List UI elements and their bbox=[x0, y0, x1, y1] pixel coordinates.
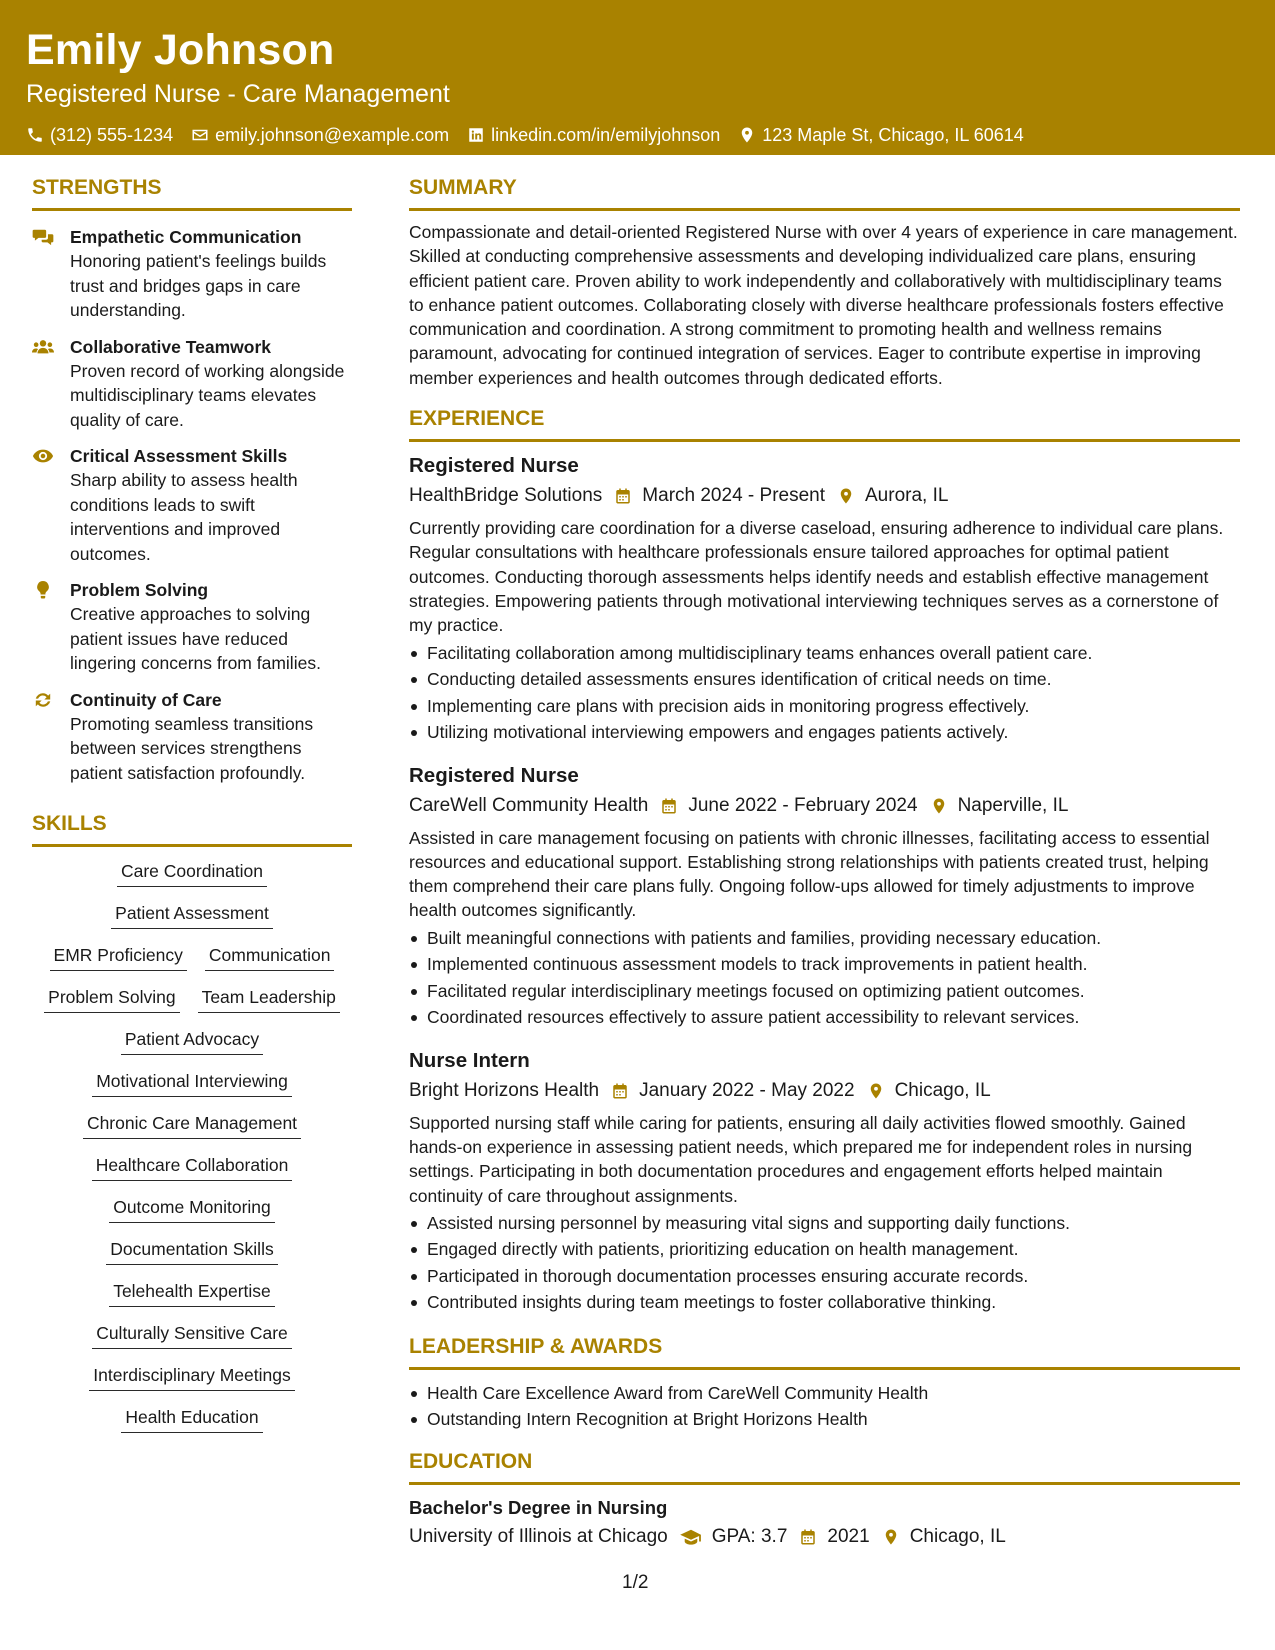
comments-icon bbox=[32, 225, 70, 323]
job-meta bbox=[409, 482, 1240, 510]
bullet-item: Implemented continuous assessment models to track improvements in patient health. bbox=[409, 951, 1240, 978]
skill-tag: Chronic Care Management bbox=[83, 1111, 301, 1139]
strengths-heading: STRENGTHS bbox=[32, 175, 352, 211]
map-pin-icon bbox=[738, 126, 756, 144]
graduation-cap-icon bbox=[680, 1528, 702, 1546]
map-pin-icon bbox=[837, 487, 855, 505]
bullet-item: Assisted nursing personnel by measuring vital signs and supporting daily functions. bbox=[409, 1210, 1240, 1237]
bullet-item: Facilitated regular interdisciplinary meetings focused on optimizing patient outcomes. bbox=[409, 978, 1240, 1005]
education-meta bbox=[409, 1523, 1240, 1551]
bullet-item: Implementing care plans with precision aids in monitoring progress effectively. bbox=[409, 693, 1240, 720]
contact-email-text: emily.johnson@example.com bbox=[215, 125, 450, 145]
bullet-item: Utilizing motivational interviewing empowers and engages patients actively. bbox=[409, 719, 1240, 746]
job-entry bbox=[409, 1047, 1240, 1316]
resume-header bbox=[0, 0, 1275, 155]
sync-icon bbox=[32, 688, 70, 786]
strength-desc: Promoting seamless transitions between services strengthens patient satisfaction profoundly. bbox=[70, 713, 314, 783]
bullet-item: Facilitating collaboration among multidisciplinary teams enhances overall patient care. bbox=[409, 640, 1240, 667]
strength-desc: Honoring patient's feelings builds trust and bridges gaps in care understanding. bbox=[70, 251, 327, 320]
education-year: 2021 bbox=[827, 1525, 870, 1547]
education-heading: EDUCATION bbox=[409, 1449, 1240, 1485]
phone-icon bbox=[26, 126, 44, 144]
award-item: Health Care Excellence Award from CareWell Community Health bbox=[409, 1380, 1240, 1407]
envelope-icon bbox=[191, 126, 209, 144]
left-column bbox=[32, 175, 352, 1433]
contact-email[interactable] bbox=[191, 123, 449, 147]
job-bullets bbox=[409, 640, 1240, 746]
strength-desc: Creative approaches to solving patient issues have reduced lingering concerns from families. bbox=[70, 604, 321, 673]
contact-address bbox=[738, 123, 1024, 147]
contact-phone[interactable] bbox=[26, 123, 173, 147]
job-meta bbox=[409, 792, 1240, 820]
users-icon bbox=[32, 335, 70, 433]
lightbulb-icon bbox=[32, 578, 70, 676]
skill-tag: Interdisciplinary Meetings bbox=[89, 1363, 294, 1391]
job-company: HealthBridge Solutions bbox=[409, 485, 603, 507]
job-meta bbox=[409, 1077, 1240, 1105]
summary-heading: SUMMARY bbox=[409, 175, 1240, 211]
skills-list bbox=[32, 859, 352, 1433]
strength-title: Collaborative Teamwork bbox=[70, 336, 271, 357]
bullet-item: Participated in thorough documentation processes ensuring accurate records. bbox=[409, 1263, 1240, 1290]
education-degree: Bachelor's Degree in Nursing bbox=[409, 1496, 668, 1518]
job-location: Naperville, IL bbox=[957, 794, 1069, 816]
awards-section bbox=[409, 1334, 1240, 1433]
skills-heading: SKILLS bbox=[32, 811, 352, 847]
strength-item bbox=[32, 578, 352, 676]
strength-title: Empathetic Communication bbox=[70, 227, 302, 247]
skill-tag: Healthcare Collaboration bbox=[92, 1153, 293, 1181]
education-gpa: GPA: 3.7 bbox=[711, 1525, 788, 1547]
job-entry bbox=[409, 452, 1240, 745]
job-title: Registered Nurse bbox=[409, 454, 579, 478]
job-bullets bbox=[409, 925, 1240, 1031]
candidate-headline: Registered Nurse - Care Management bbox=[26, 80, 450, 108]
map-pin-icon bbox=[930, 797, 948, 815]
award-item: Outstanding Intern Recognition at Bright Horizons Health bbox=[409, 1406, 1240, 1433]
skill-tag: Telehealth Expertise bbox=[109, 1279, 275, 1307]
skill-tag: Team Leadership bbox=[198, 985, 340, 1013]
education-school: University of Illinois at Chicago bbox=[409, 1525, 668, 1547]
job-description: Currently providing care coordination for a diverse caseload, ensuring adherence to individual care plans. Regular consultations with healthcare professionals ensure tailored approaches for optimal patient outcomes. Conducting thorough assessments helps identify needs and establish effective management strategies. Empowering patients through motivational interviewing techniques serves as a cornerstone of my practice. bbox=[409, 518, 1224, 636]
education-section bbox=[409, 1449, 1240, 1551]
skill-tag: Problem Solving bbox=[44, 985, 179, 1013]
strength-desc: Sharp ability to assess health conditions leads to swift interventions and improved outcomes. bbox=[70, 470, 298, 564]
skill-tag: Patient Assessment bbox=[111, 901, 273, 929]
page-number: 1/2 bbox=[622, 1572, 649, 1593]
calendar-icon bbox=[614, 487, 632, 505]
strength-title: Continuity of Care bbox=[70, 689, 222, 710]
calendar-icon bbox=[660, 797, 678, 815]
strength-desc: Proven record of working alongside multidisciplinary teams elevates quality of care. bbox=[70, 360, 345, 430]
skill-tag: Care Coordination bbox=[117, 859, 267, 887]
job-company: Bright Horizons Health bbox=[409, 1079, 600, 1101]
strengths-list bbox=[32, 225, 352, 785]
strength-item bbox=[32, 225, 352, 323]
education-location: Chicago, IL bbox=[909, 1525, 1006, 1547]
experience-section bbox=[409, 406, 1240, 1316]
awards-heading: LEADERSHIP & AWARDS bbox=[409, 1334, 1240, 1370]
job-entry bbox=[409, 762, 1240, 1031]
summary-text: Compassionate and detail-oriented Registered Nurse with over 4 years of experience in care management. Skilled at conducting comprehensive assessments and developing individualized care plans, ensuring efficient patient care. Proven ability to work independently and collaboratively with multidisciplinary teams to enhance patient outcomes. Collaborating closely with diverse healthcare professionals fosters effective communication and coordination. A strong commitment to promoting health and wellness remains paramount, advocating for continued integration of services. Eager to contribute expertise in improving member experiences and health outcomes through dedicated efforts. bbox=[409, 222, 1238, 388]
contact-bar bbox=[26, 123, 1249, 147]
job-bullets bbox=[409, 1210, 1240, 1316]
bullet-item: Contributed insights during team meetings to foster collaborative thinking. bbox=[409, 1289, 1240, 1316]
job-dates: January 2022 - May 2022 bbox=[639, 1079, 855, 1101]
linkedin-icon bbox=[467, 126, 485, 144]
job-location: Chicago, IL bbox=[894, 1079, 991, 1101]
strength-title: Critical Assessment Skills bbox=[70, 446, 288, 466]
map-pin-icon bbox=[867, 1082, 885, 1100]
candidate-name: Emily Johnson bbox=[26, 26, 335, 74]
skill-tag: Communication bbox=[205, 943, 335, 971]
skill-tag: Documentation Skills bbox=[106, 1237, 277, 1265]
job-title: Nurse Intern bbox=[409, 1048, 530, 1072]
skill-tag: Motivational Interviewing bbox=[92, 1069, 292, 1097]
contact-linkedin[interactable] bbox=[467, 123, 720, 147]
job-title: Registered Nurse bbox=[409, 763, 579, 787]
skill-tag: EMR Proficiency bbox=[50, 943, 187, 971]
calendar-icon bbox=[799, 1528, 817, 1546]
job-description: Assisted in care management focusing on patients with chronic illnesses, facilitating access to essential resources and educational support. Establishing strong relationships with patients created trust, helping them comprehend their care plans fully. Ongoing follow-ups allowed for timely adjustments to improve health outcomes significantly. bbox=[409, 827, 1210, 921]
right-column bbox=[409, 175, 1240, 1551]
contact-address-text: 123 Maple St, Chicago, IL 60614 bbox=[762, 125, 1024, 145]
skill-tag: Outcome Monitoring bbox=[109, 1195, 275, 1223]
job-company: CareWell Community Health bbox=[409, 794, 649, 816]
map-pin-icon bbox=[882, 1528, 900, 1546]
strength-item bbox=[32, 688, 352, 786]
job-dates: June 2022 - February 2024 bbox=[688, 794, 918, 816]
awards-list bbox=[409, 1380, 1240, 1433]
bullet-item: Conducting detailed assessments ensures identification of critical needs on time. bbox=[409, 666, 1240, 693]
contact-phone-text: (312) 555-1234 bbox=[50, 125, 174, 145]
job-dates: March 2024 - Present bbox=[642, 485, 825, 507]
calendar-icon bbox=[611, 1082, 629, 1100]
bullet-item: Engaged directly with patients, prioritizing education on health management. bbox=[409, 1236, 1240, 1263]
job-location: Aurora, IL bbox=[865, 485, 949, 507]
bullet-item: Built meaningful connections with patients and families, providing necessary education. bbox=[409, 925, 1240, 952]
bullet-item: Coordinated resources effectively to assure patient accessibility to relevant services. bbox=[409, 1004, 1240, 1031]
contact-linkedin-text: linkedin.com/in/emilyjohnson bbox=[491, 125, 721, 145]
job-description: Supported nursing staff while caring for patients, ensuring all daily activities flowed smoothly. Gained hands-on experience in assessing patient needs, which prepared me for independent roles in nursing settings. Participating in both documentation procedures and engagement efforts helped maintain continuity of care throughout assignments. bbox=[409, 1112, 1193, 1206]
strength-item bbox=[32, 444, 352, 566]
skill-tag: Patient Advocacy bbox=[121, 1027, 263, 1055]
strength-title: Problem Solving bbox=[70, 580, 209, 600]
strength-item bbox=[32, 335, 352, 433]
skill-tag: Culturally Sensitive Care bbox=[92, 1321, 292, 1349]
skills-section bbox=[32, 811, 352, 1433]
eye-icon bbox=[32, 444, 70, 566]
skill-tag: Health Education bbox=[121, 1405, 262, 1433]
experience-heading: EXPERIENCE bbox=[409, 406, 1240, 442]
